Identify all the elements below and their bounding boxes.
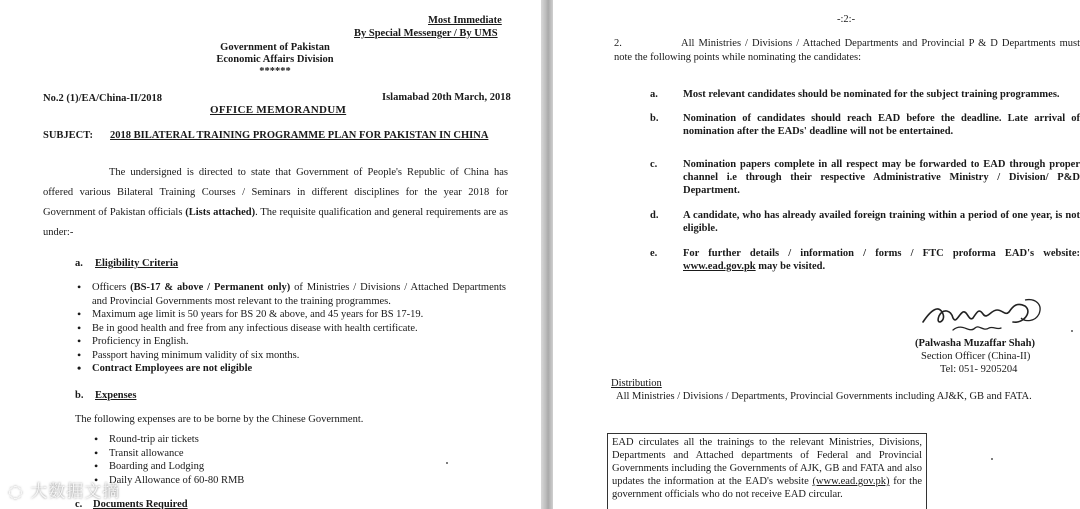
- page-number: -:2:-: [837, 14, 856, 25]
- distribution-text: All Ministries / Divisions / Departments, Provincial Governments including AJ&K, GB and FATA.: [616, 391, 1032, 402]
- eligibility-list: [76, 281, 506, 376]
- paragraph-number: 2.: [614, 38, 622, 49]
- intro-lists-attached: (Lists attached): [185, 207, 256, 218]
- eligibility-officers-rest: of Ministries / Divisions / Attached Departments and Provincial Governments most relevant to the training programmes.: [92, 282, 507, 307]
- point-marker: d.: [650, 210, 659, 221]
- ead-website-link[interactable]: www.ead.gov.pk: [683, 261, 756, 272]
- list-item: • Daily Allowance of 60-80 RMB: [93, 474, 393, 488]
- scan-speck: [446, 462, 448, 464]
- watermark-text: 大数据文摘: [30, 482, 121, 502]
- point-text: A candidate, who has already availed foreign training within a period of one year, is not eligible.: [683, 210, 1080, 234]
- notice-website-link[interactable]: (www.ead.gov.pk): [812, 476, 890, 487]
- list-item: [650, 247, 1080, 273]
- intro-text: The undersigned is directed to state that Government of People's Republic of China has offered various Bilateral Training Courses / Seminars in different disciplines for the year 2018 for Government of Pakistan officials: [43, 167, 508, 218]
- list-item: [76, 281, 506, 308]
- list-item: • Be in good health and free from any infectious disease with health certificate.: [76, 322, 506, 336]
- signatory-title: Section Officer (China-II): [921, 351, 1031, 362]
- section-c-marker: c.: [75, 499, 83, 509]
- signatory-name: (Palwasha Muzaffar Shah): [915, 338, 1035, 349]
- subject-text: 2018 BILATERAL TRAINING PROGRAMME PLAN FOR PAKISTAN IN CHINA: [110, 130, 489, 141]
- page-gutter: [541, 0, 553, 509]
- section-a-title: Eligibility Criteria: [95, 258, 179, 269]
- point-marker: a.: [650, 89, 658, 100]
- section-b-marker: b.: [75, 390, 84, 401]
- section-a-marker: a.: [75, 258, 83, 269]
- header-government: Government of Pakistan: [220, 42, 330, 53]
- paragraph-2-text: All Ministries / Divisions / Attached Departments and Provincial P & D Departments must note the following points while nominating the candidates:: [614, 38, 1080, 63]
- point-marker: e.: [650, 248, 658, 259]
- scan-speck: [991, 458, 993, 460]
- reference-number: No.2 (1)/EA/China-II/2018: [43, 93, 163, 104]
- notice-text-end: for the government officials who do not receive EAD circular.: [612, 476, 922, 500]
- intro-paragraph: [43, 163, 508, 243]
- intro-text-end: . The requisite qualification and general requirements are as under:-: [43, 207, 508, 238]
- point-text: Most relevant candidates should be nominated for the subject training programmes.: [683, 89, 1060, 100]
- list-item: • Maximum age limit is 50 years for BS 20 & above, and 45 years for BS 17-19.: [76, 308, 506, 322]
- subject-label: SUBJECT:: [43, 130, 93, 141]
- header-division: Economic Affairs Division: [216, 54, 334, 65]
- expenses-list: [93, 433, 393, 487]
- signature-graphic: [913, 292, 1053, 342]
- header-stars: ******: [259, 66, 291, 77]
- memo-date: Islamabad 20th March, 2018: [382, 92, 511, 103]
- list-item: [650, 209, 1080, 235]
- point-marker: b.: [650, 113, 659, 124]
- list-item: • Transit allowance: [93, 447, 393, 461]
- nomination-points: [614, 88, 1080, 284]
- expenses-intro: The following expenses are to be borne by the Chinese Government.: [75, 414, 364, 425]
- section-b-title: Expenses: [95, 390, 137, 401]
- eligibility-officers: Officers: [92, 282, 131, 293]
- point-text: Nomination of candidates should reach EAD before the deadline. Late arrival of nomination after the EADs' deadline will not be entertained.: [683, 113, 1080, 137]
- list-item: • Proficiency in English.: [76, 335, 506, 349]
- watermark-logo: [8, 477, 120, 502]
- section-c-title: Documents Required: [93, 499, 188, 509]
- scan-speck: [1071, 330, 1073, 332]
- list-item: [650, 88, 1080, 101]
- list-item: • Contract Employees are not eligible: [76, 362, 506, 376]
- point-marker: c.: [650, 159, 658, 170]
- list-item: • Boarding and Lodging: [93, 460, 393, 474]
- ead-notice-box: [607, 433, 927, 509]
- distribution-label: Distribution: [611, 378, 662, 389]
- list-item: [650, 158, 1080, 197]
- delivery-method: By Special Messenger / By UMS: [354, 28, 498, 39]
- notice-text: EAD circulates all the trainings to the relevant Ministries, Divisions, Departments and Attached departments of Federal and Provincial Governments including the Governments of AJK, GB and FATA and also updates the information at the EAD's website: [612, 437, 922, 487]
- point-text: Nomination papers complete in all respect may be forwarded to EAD through proper channel i.e through their respective Administrative Ministry / Division/ P&D Department.: [683, 159, 1080, 196]
- memo-page-2: [553, 0, 1080, 509]
- eligibility-grade: (BS-17 & above / Permanent only): [130, 282, 291, 293]
- list-item: • Passport having minimum validity of six months.: [76, 349, 506, 363]
- document-type: OFFICE MEMORANDUM: [210, 104, 347, 116]
- priority-label: Most Immediate: [428, 15, 502, 26]
- signatory-telephone: Tel: 051- 9205204: [940, 364, 1018, 375]
- list-item: • Round-trip air tickets: [93, 433, 393, 447]
- list-item: [650, 112, 1080, 138]
- point-text-end: may be visited.: [755, 261, 826, 272]
- watermark-icon: ◌: [8, 482, 31, 502]
- point-text: For further details / information / forms / FTC proforma EAD's website:: [683, 248, 1080, 259]
